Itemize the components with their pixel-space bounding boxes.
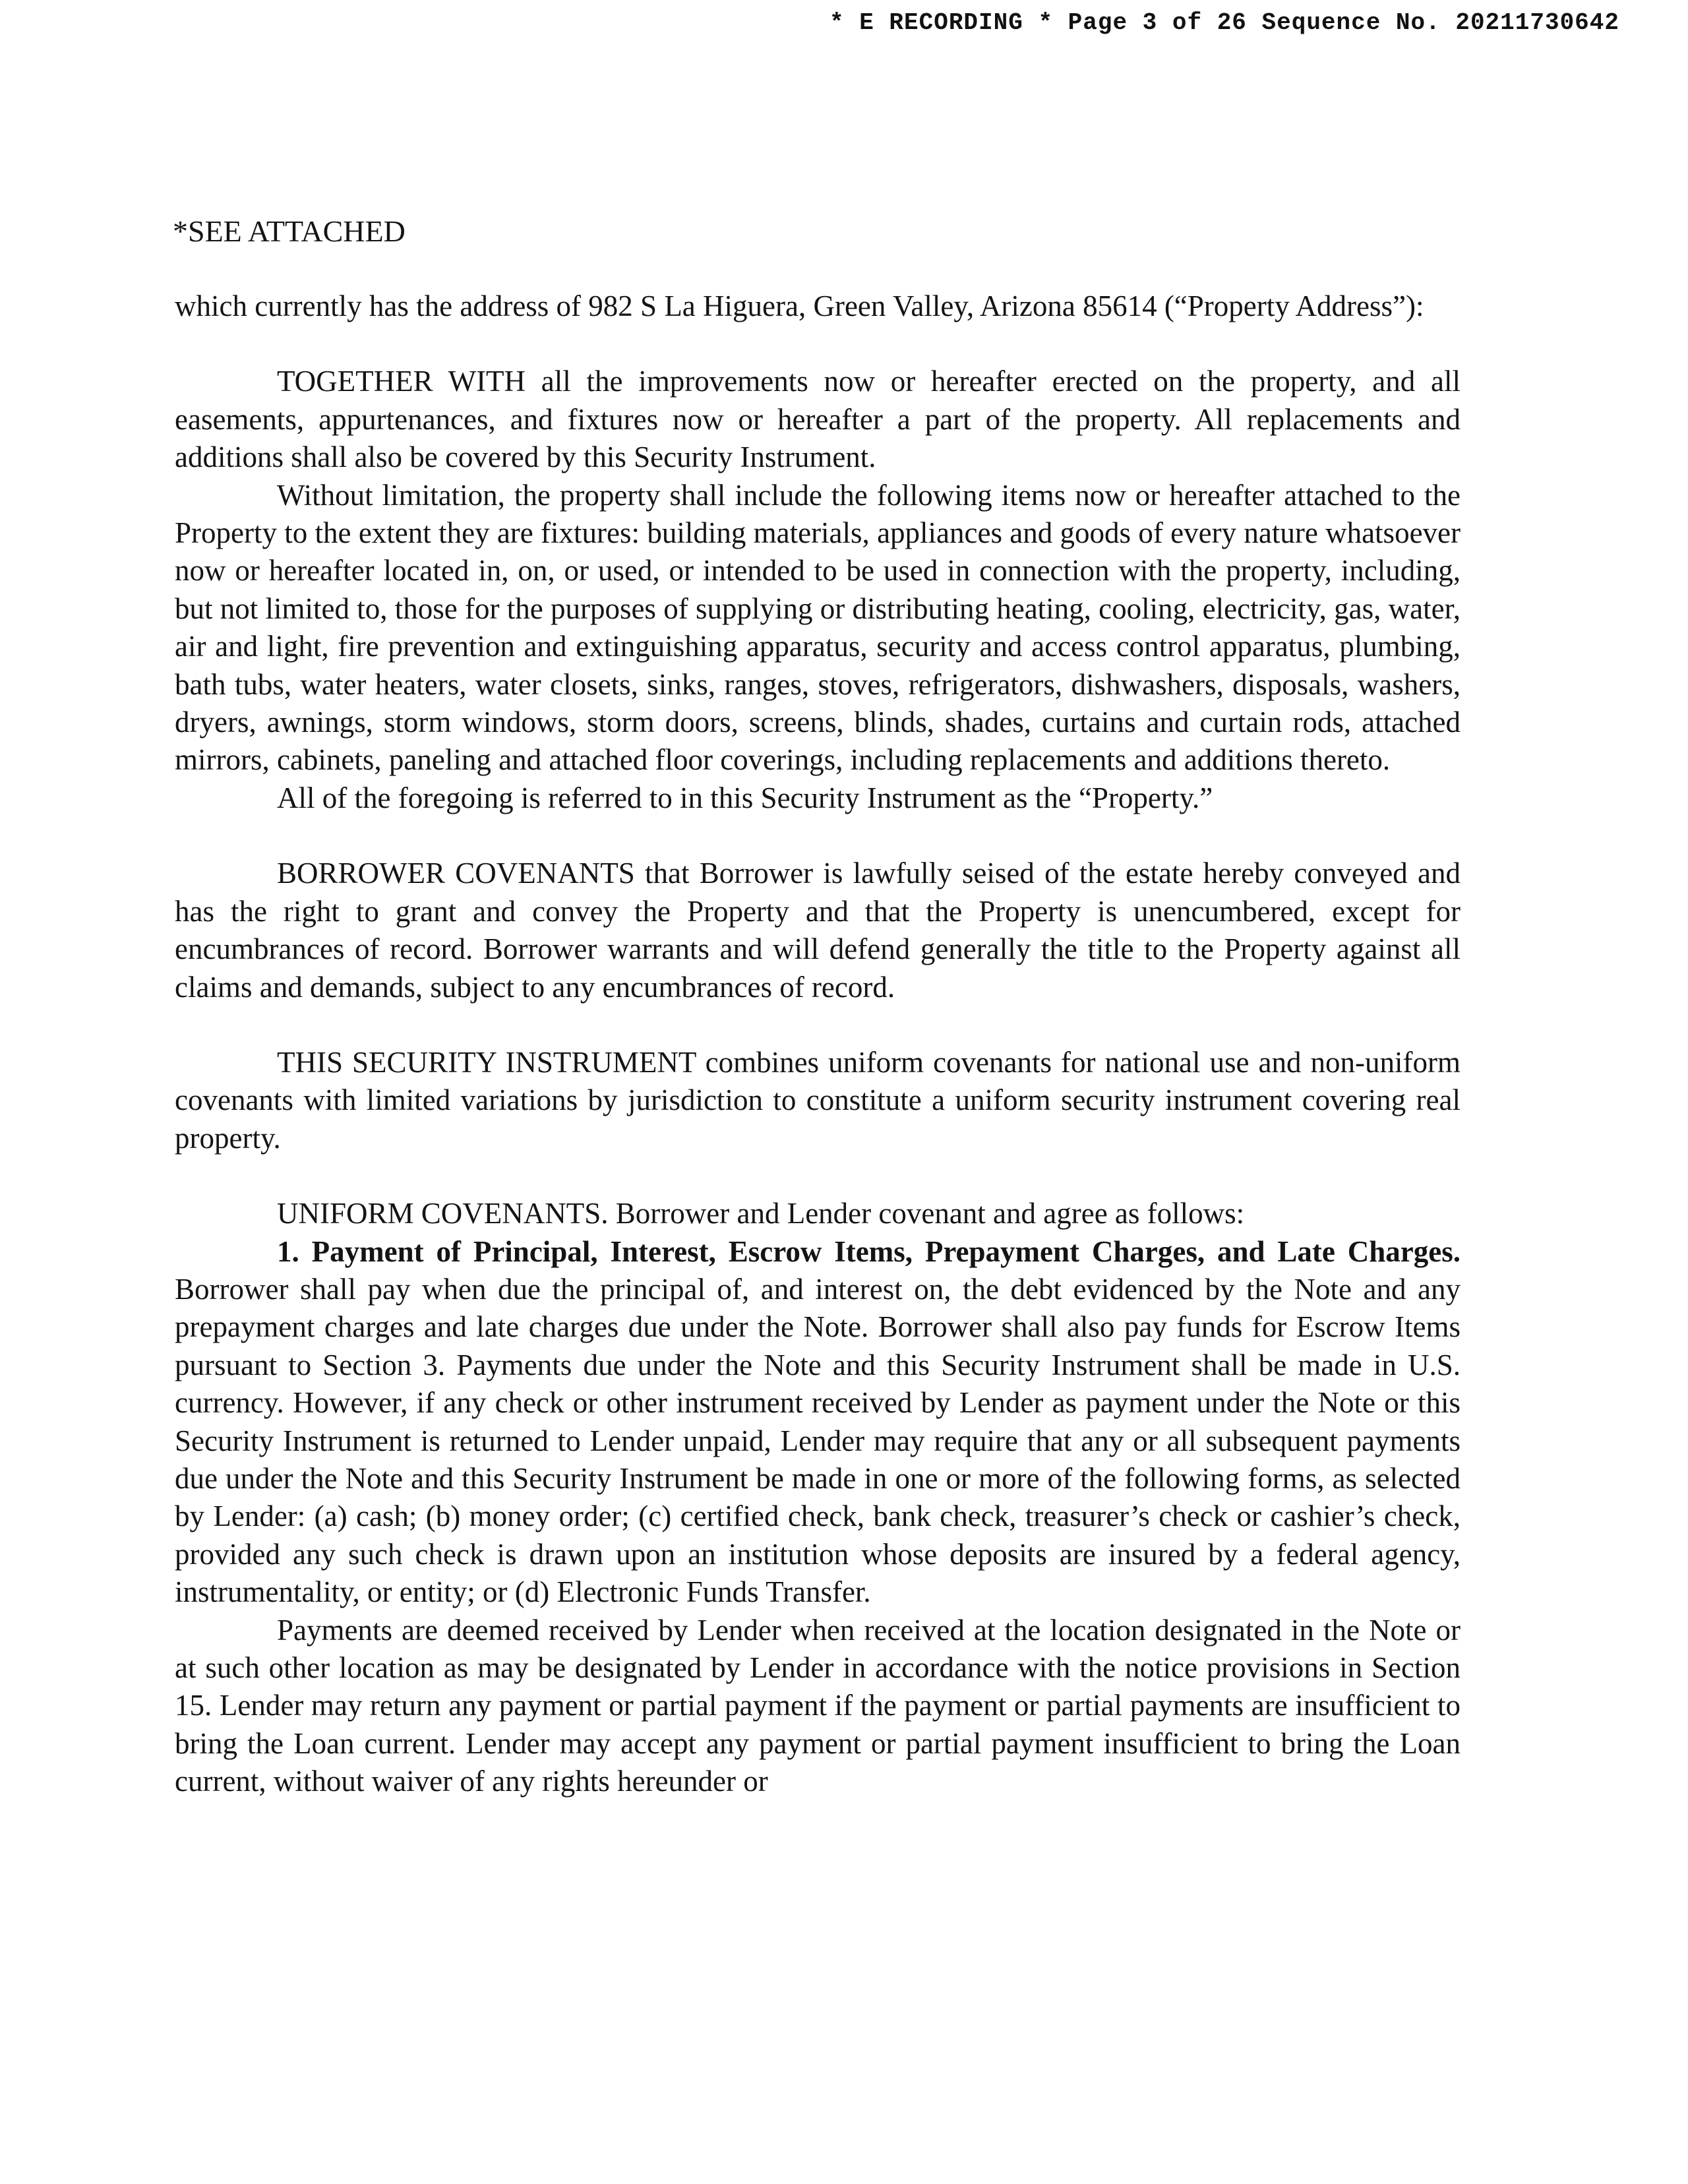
- borrower-covenants-paragraph: BORROWER COVENANTS that Borrower is lawfully seised of the estate hereby conveyed and has the right to grant and convey the Property and that the Property is unencumbered, except for encumbrances of record. Borrower warrants and will defend generally the title to the Property against all claims and demands, subject to any encumbrances of record.: [175, 857, 1461, 1004]
- uniform-covenants-paragraph: UNIFORM COVENANTS. Borrower and Lender covenant and agree as follows:: [277, 1197, 1245, 1230]
- payments-deemed-paragraph: Payments are deemed received by Lender when received at the location designated in the Note or at such other location as may be designated by Lender in accordance with the notice provisions in Section 15. Lender may return any payment or partial payment if the payment or partial payments are insufficient to bring the Loan current. Lender may accept any payment or partial payment insufficient to bring the Loan current, without waiver of any rights hereunder or: [175, 1613, 1461, 1798]
- see-attached-note: *SEE ATTACHED: [173, 214, 406, 248]
- without-limitation-paragraph: Without limitation, the property shall include the following items now or hereafter attached to the Property to the extent they are fixtures: building materials, appliances and goods of every nature whatsoever now or hereafter located in, on, or used, or intended to be used in connection with the property, including, but not limited to, those for the purposes of supplying or distributing heating, cooling, electricity, gas, water, air and light, fire prevention and extinguishing apparatus, security and access control apparatus, plumbing, bath tubs, water heaters, water closets, sinks, ranges, stoves, refrigerators, dishwashers, disposals, washers, dryers, awnings, storm windows, storm doors, screens, blinds, shades, curtains and curtain rods, attached mirrors, cabinets, paneling and attached floor coverings, including replacements and additions thereto.: [175, 478, 1461, 777]
- together-with-paragraph: TOGETHER WITH all the improvements now or hereafter erected on the property, and all easements, appurtenances, and fixtures now or hereafter a part of the property. All replacements and additions shall also be covered by this Security Instrument.: [175, 365, 1461, 474]
- section-1-paragraph: [175, 1233, 1461, 1612]
- recording-header: * E RECORDING * Page 3 of 26 Sequence No. 20211730642: [829, 9, 1619, 36]
- property-definition-paragraph: All of the foregoing is referred to in this Security Instrument as the “Property.”: [277, 781, 1213, 814]
- property-address-paragraph: which currently has the address of 982 S La Higuera, Green Valley, Arizona 85614 (“Property Address”):: [175, 289, 1424, 322]
- security-instrument-paragraph: THIS SECURITY INSTRUMENT combines uniform covenants for national use and non-uniform covenants with limited variations by jurisdiction to constitute a uniform security instrument covering real property.: [175, 1045, 1461, 1155]
- document-body: [175, 288, 1461, 1801]
- section-1-heading: 1. Payment of Principal, Interest, Escrow Items, Prepayment Charges, and Late Charges.: [277, 1234, 1461, 1268]
- section-1-body: Borrower shall pay when due the principal of, and interest on, the debt evidenced by the Note and any prepayment charges and late charges due under the Note. Borrower shall also pay funds for Escrow Items pursuant to Section 3. Payments due under the Note and this Security Instrument shall be made in U.S. currency. However, if any check or other instrument received by Lender as payment under the Note or this Security Instrument is returned to Lender unpaid, Lender may require that any or all subsequent payments due under the Note and this Security Instrument be made in one or more of the following forms, as selected by Lender: (a) cash; (b) money order; (c) certified check, bank check, treasurer’s check or cashier’s check, provided any such check is drawn upon an institution whose deposits are insured by a federal agency, instrumentality, or entity; or (d) Electronic Funds Transfer.: [175, 1272, 1461, 1609]
